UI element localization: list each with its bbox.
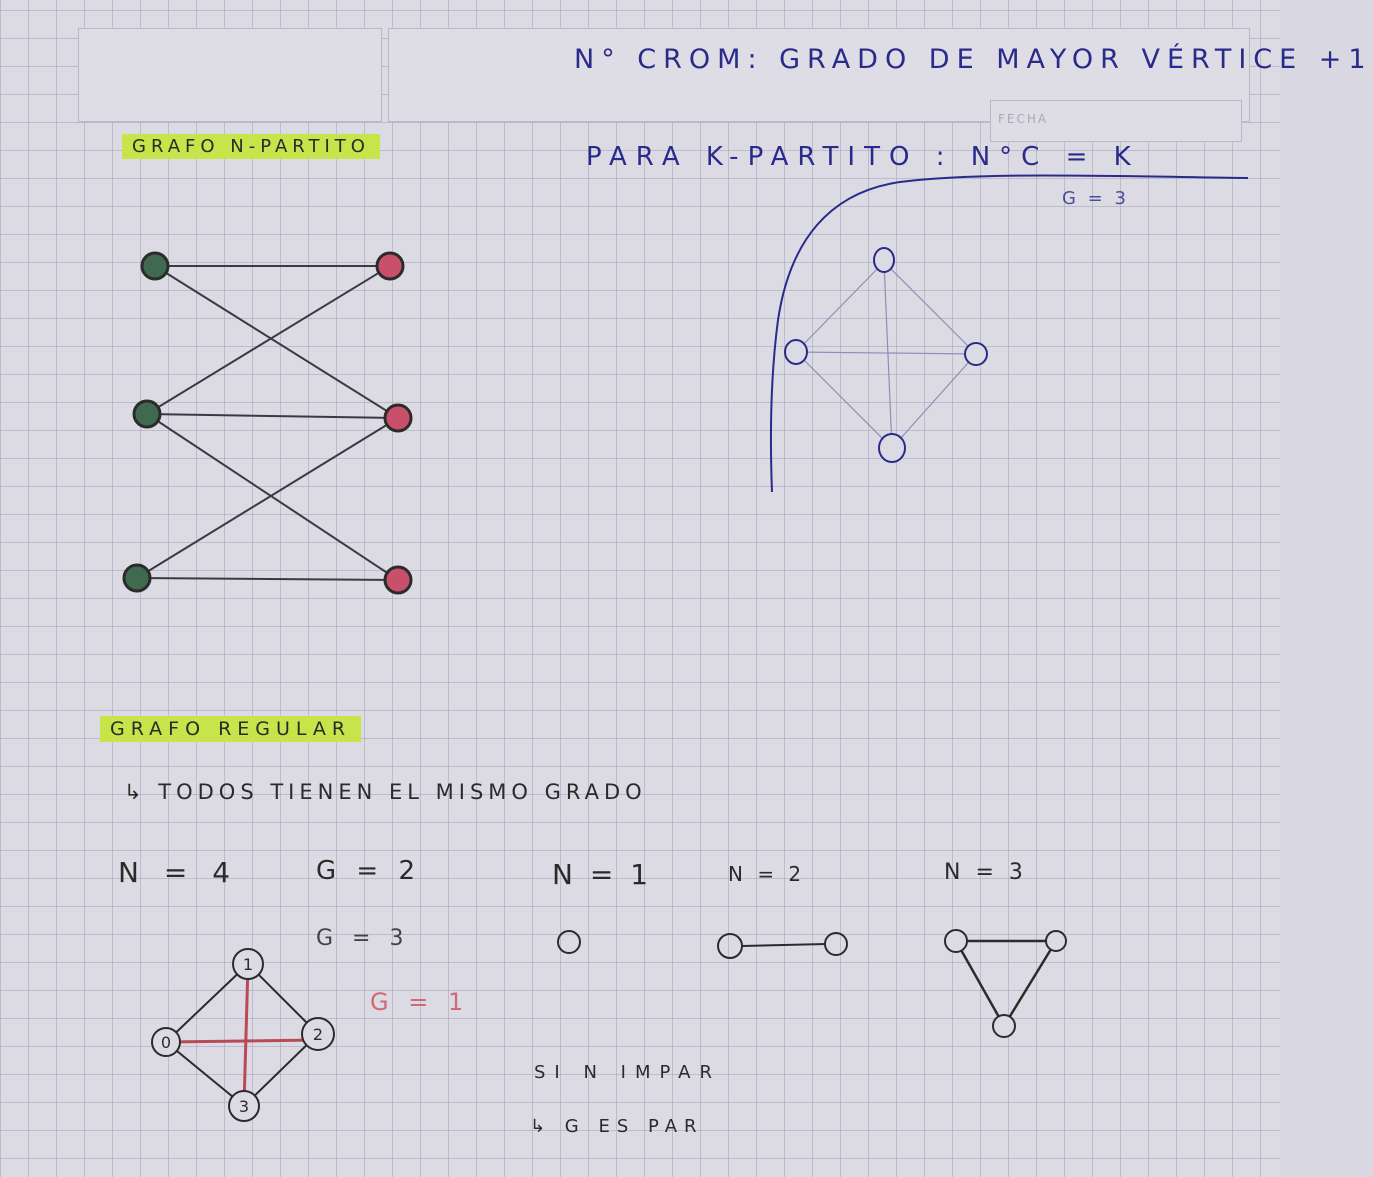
odd-result: ↳ G ES PAR xyxy=(530,1116,704,1137)
edge xyxy=(166,964,248,1042)
n3-graph xyxy=(945,930,1066,1037)
edge xyxy=(147,414,398,580)
edge xyxy=(884,262,976,354)
label-n3: N = 3 xyxy=(944,860,1027,885)
chromatic-number-formula: N° CROM: GRADO DE MAYOR VÉRTICE +1 xyxy=(574,44,1373,75)
edge xyxy=(244,964,248,1106)
k4-label: 1 xyxy=(242,955,254,974)
k-partito-rule: PARA K-PARTITO : N°C = K xyxy=(586,142,1140,172)
k-partito-nodes xyxy=(785,248,987,462)
n-partito-title-text: GRAFO N-PARTITO xyxy=(122,134,380,159)
bipartite-nodes xyxy=(124,253,411,593)
k-node xyxy=(879,434,905,462)
n1-node xyxy=(558,931,580,953)
label-g2: G = 2 xyxy=(316,856,422,886)
label-g3: G = 3 xyxy=(316,926,410,951)
edge xyxy=(166,1040,318,1042)
n2-graph xyxy=(718,933,847,958)
left-node xyxy=(134,401,160,427)
right-node xyxy=(385,405,411,431)
section-divider-curve xyxy=(771,176,1248,493)
label-g1: G = 1 xyxy=(370,988,470,1016)
edge xyxy=(742,944,826,946)
k4-label: 3 xyxy=(238,1097,250,1116)
edge xyxy=(796,352,892,448)
k-partito-grade: G = 3 xyxy=(1062,188,1129,209)
edge xyxy=(147,266,390,414)
edge xyxy=(956,941,1004,1026)
k-node xyxy=(874,248,894,272)
edge xyxy=(884,262,892,448)
odd-rule: SI N IMPAR xyxy=(534,1062,722,1083)
regular-title-text: GRAFO REGULAR xyxy=(100,716,361,742)
edge xyxy=(796,262,884,352)
edge xyxy=(796,352,976,354)
left-node xyxy=(124,565,150,591)
k-node xyxy=(785,340,807,364)
left-node xyxy=(142,253,168,279)
edge xyxy=(892,354,976,448)
right-node xyxy=(377,253,403,279)
n3-node xyxy=(1046,931,1066,951)
right-node xyxy=(385,567,411,593)
k4-graph xyxy=(166,964,318,1106)
k4-nodes xyxy=(152,949,334,1121)
edge xyxy=(155,266,398,418)
n3-node xyxy=(945,930,967,952)
k4-label: 2 xyxy=(312,1025,324,1044)
bipartite-graph xyxy=(137,266,398,580)
edge xyxy=(137,578,398,580)
k4-label: 0 xyxy=(160,1033,172,1052)
n3-node xyxy=(993,1015,1015,1037)
label-n2: N = 2 xyxy=(728,862,806,886)
k-partito-graph xyxy=(796,262,976,448)
date-label: FECHA xyxy=(998,112,1049,126)
k-node xyxy=(965,343,987,365)
edge xyxy=(147,414,398,418)
label-n1: N = 1 xyxy=(552,858,653,891)
n2-node xyxy=(825,933,847,955)
label-n4: N = 4 xyxy=(118,856,239,889)
edge xyxy=(1004,941,1056,1026)
regular-definition: ↳ TODOS TIENEN EL MISMO GRADO xyxy=(124,780,647,804)
n2-node xyxy=(718,934,742,958)
